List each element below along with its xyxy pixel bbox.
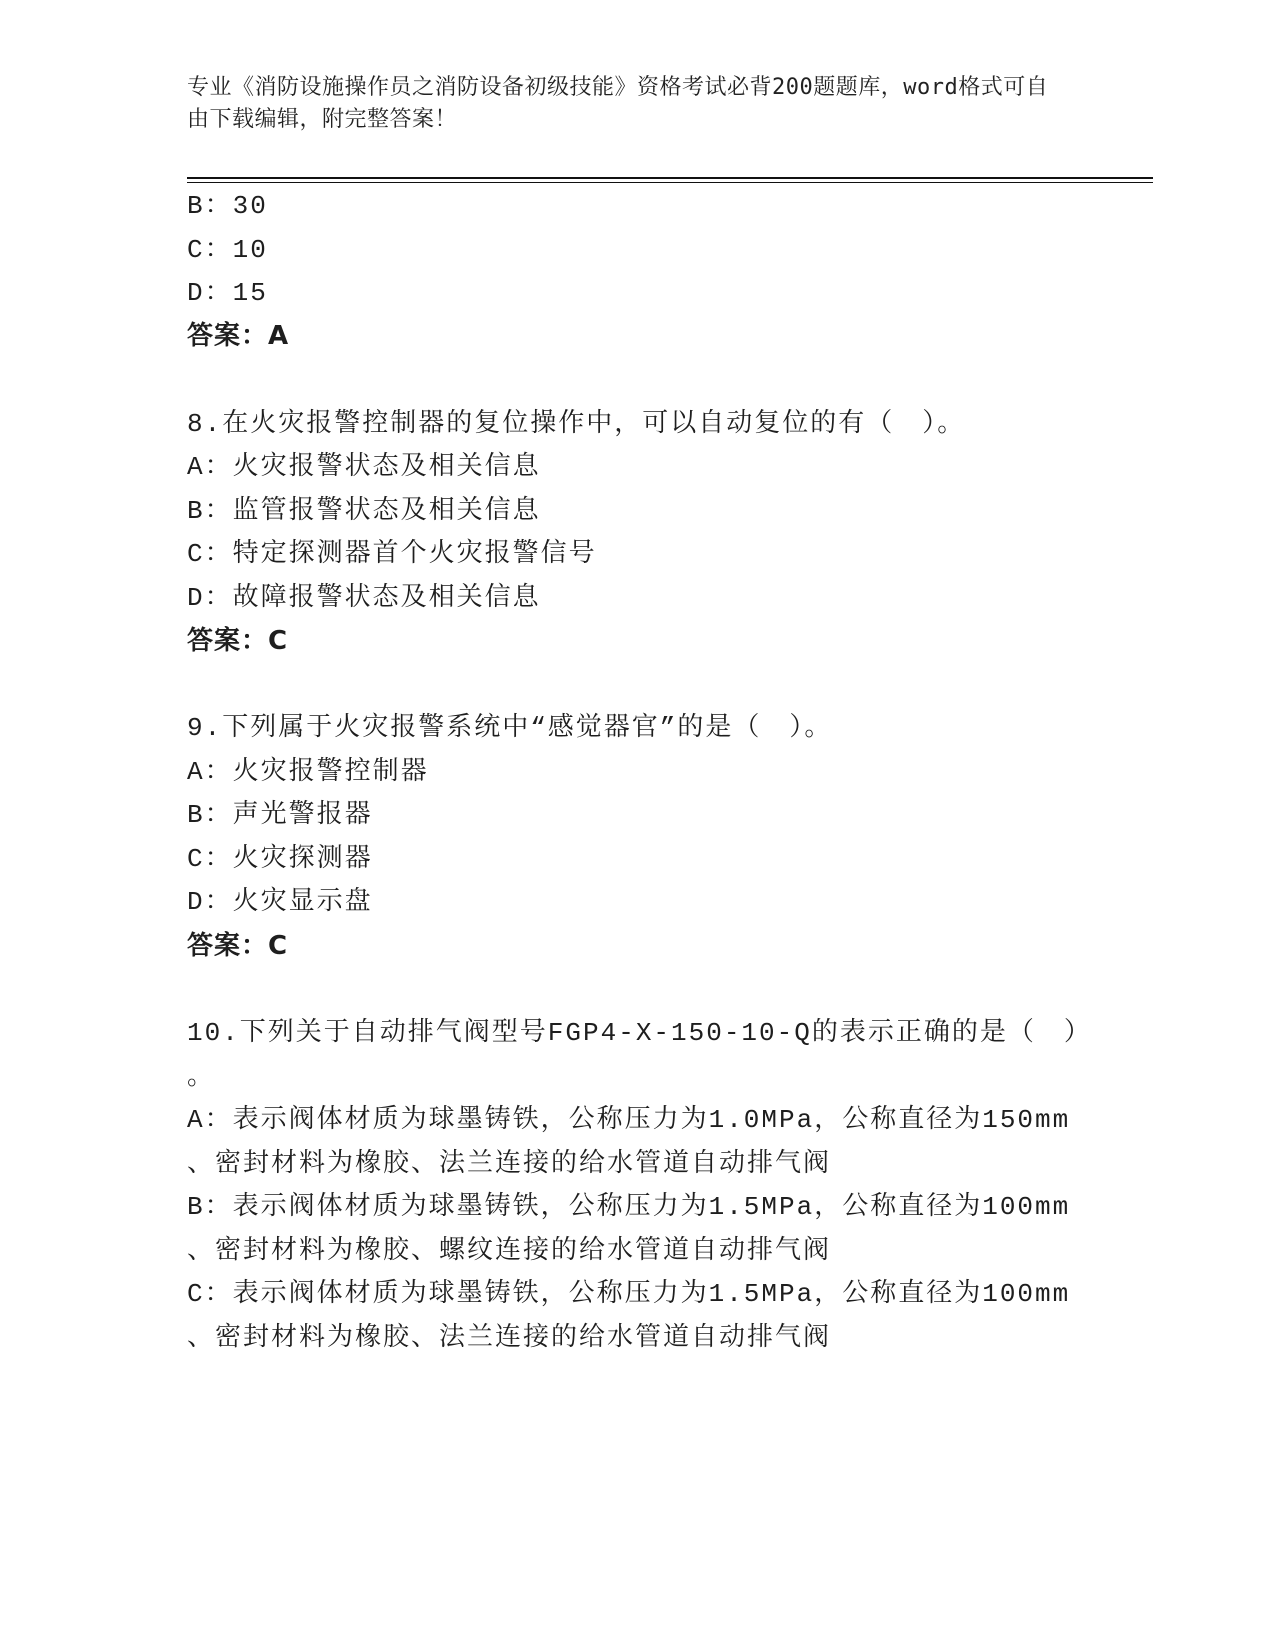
option-b-continuation: 、密封材料为橡胶、螺纹连接的给水管道自动排气阀 [187,1236,832,1266]
answer: 答案：C [187,626,289,656]
option-b: B：30 [187,191,268,221]
document-header: 专业《消防设施操作员之消防设备初级技能》资格考试必背200题题库，word格式可自由下载编辑，附完整答案！ [187,75,1049,132]
option-a-continuation: 、密封材料为橡胶、法兰连接的给水管道自动排气阀 [187,1149,832,1179]
answer: 答案：A [187,321,290,351]
question-stem-continuation: 。 [187,1062,216,1092]
option-b: B：声光警报器 [187,800,373,830]
answer: 答案：C [187,931,289,961]
option-c: C：特定探测器首个火灾报警信号 [187,539,597,569]
question-stem: 8.在火灾报警控制器的复位操作中，可以自动复位的有（ ）。 [187,409,966,439]
option-d: D：15 [187,278,268,308]
question-stem: 9.下列属于火灾报警系统中“感觉器官”的是（ ）。 [187,713,833,743]
option-c: C：10 [187,235,268,265]
option-a: A：表示阀体材质为球墨铸铁，公称压力为1.0MPa，公称直径为150mm [187,1105,1071,1135]
option-d: D：故障报警状态及相关信息 [187,583,541,613]
option-b: B：监管报警状态及相关信息 [187,496,541,526]
option-a: A：火灾报警控制器 [187,757,429,787]
option-c-continuation: 、密封材料为橡胶、法兰连接的给水管道自动排气阀 [187,1323,832,1353]
option-c: C：表示阀体材质为球墨铸铁，公称压力为1.5MPa，公称直径为100mm [187,1279,1071,1309]
option-b: B：表示阀体材质为球墨铸铁，公称压力为1.5MPa，公称直径为100mm [187,1192,1071,1222]
header-rule-thick [187,177,1153,179]
option-d: D：火灾显示盘 [187,887,373,917]
header-rule-thin [187,182,1153,183]
option-c: C：火灾探测器 [187,844,373,874]
option-a: A：火灾报警状态及相关信息 [187,452,541,482]
question-stem: 10.下列关于自动排气阀型号FGP4-X-150-10-Q的表示正确的是（ ） [187,1018,1092,1048]
